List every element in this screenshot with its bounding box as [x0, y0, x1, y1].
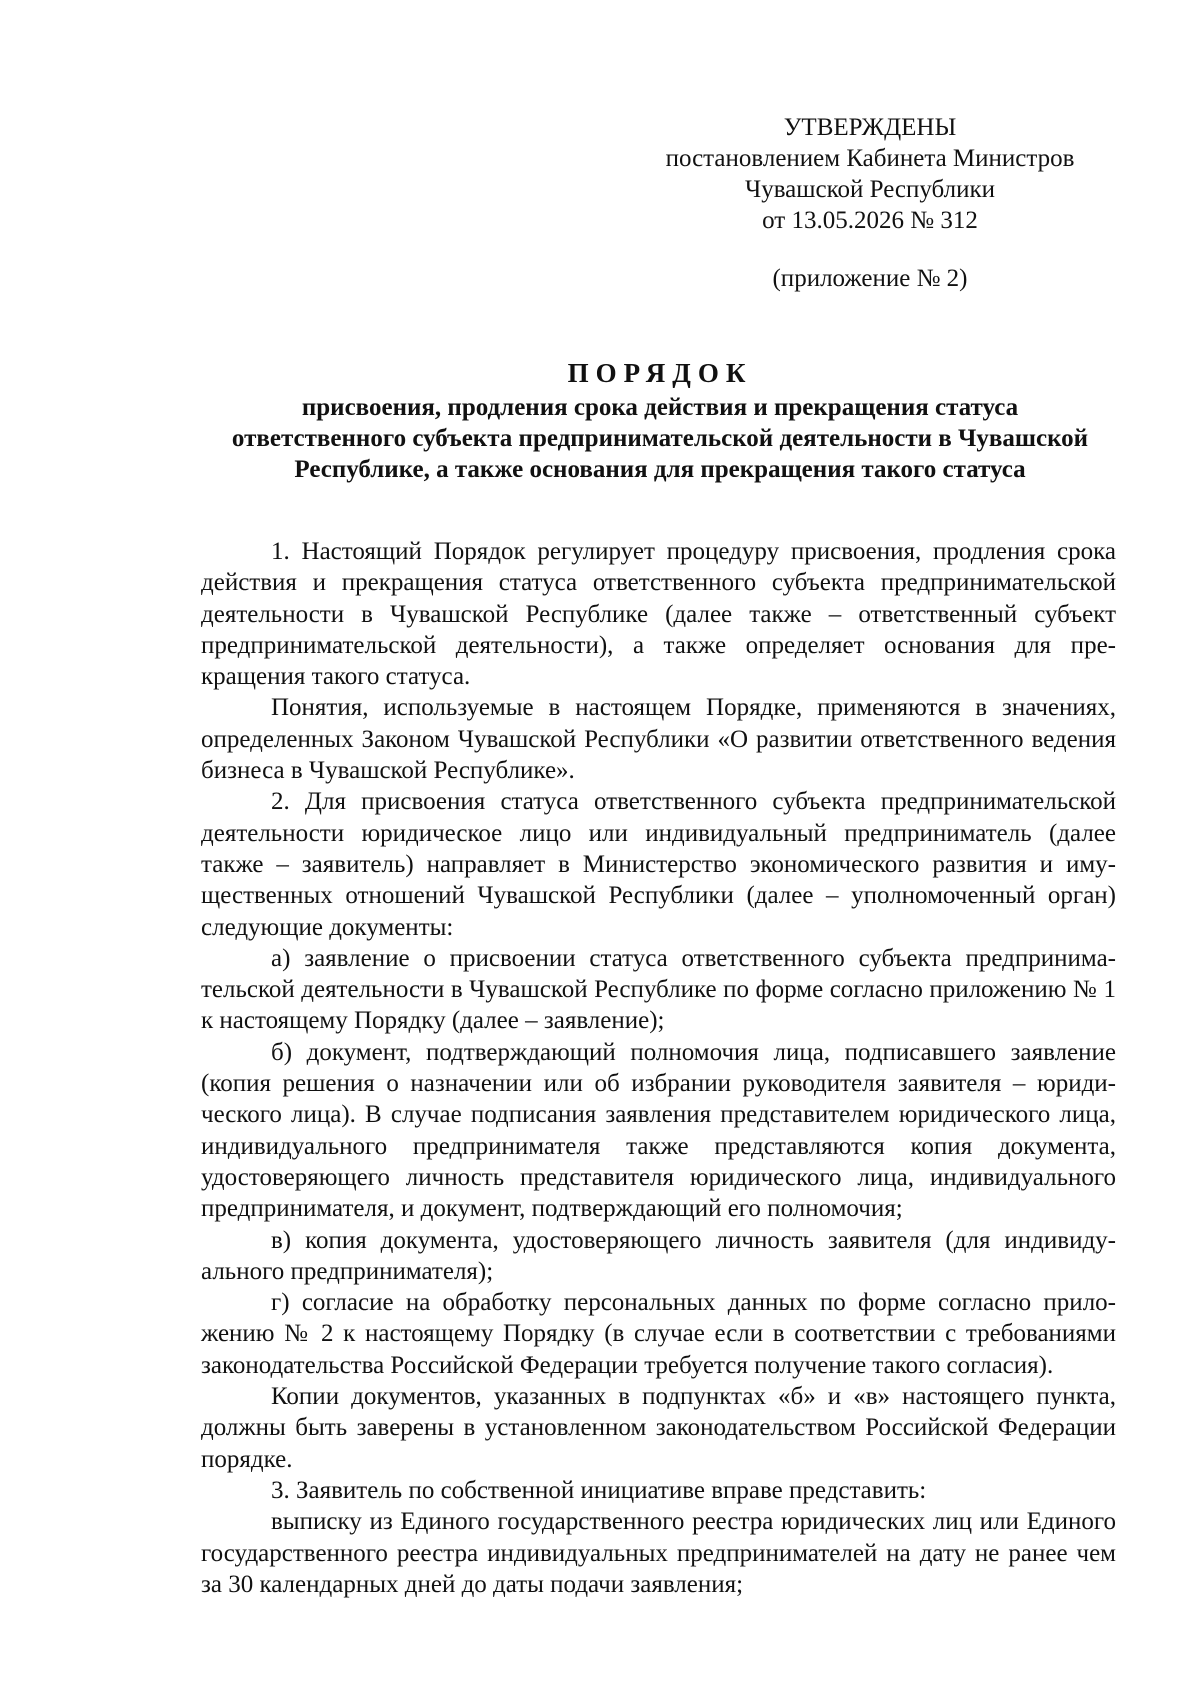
- document-title: [180, 357, 1140, 485]
- paragraph-copies: Копии документов, указанных в подпунктах «б» и «в» настоящего пункта, должны быть заверены в установленном законодательством Российской Федерации порядке.: [201, 1383, 1116, 1473]
- paragraph-3: 3. Заявитель по собственной инициативе вправе представить:: [271, 1476, 927, 1504]
- title-heading: ПОРЯДОК: [567, 358, 753, 388]
- subitem-g: г) согласие на обработку персональных данных по форме согласно приложению № 2 к настоящему Порядку (в случае если в соответствии с требованиями законодательства Российской Федерации требуется получение такого согласия).: [201, 1289, 1116, 1379]
- subitem-v: в) копия документа, удостоверяющего личность заявителя (для индивидуального предпринимателя);: [201, 1226, 1116, 1285]
- approval-stamp: [640, 112, 1100, 294]
- approval-date-number: от 13.05.2026 № 312: [762, 207, 978, 234]
- approval-issuer: постановлением Кабинета Министров: [665, 145, 1075, 172]
- paragraph-2: 2. Для присвоения статуса ответственного субъекта предпринимательской деятельности юридическое лицо или индивидуальный предприниматель (далее также – заявитель) направляет в Министерство экономического развития и имущественных отношений Чувашской Республики (далее – уполномоченный орган) следующие документы:: [201, 788, 1116, 941]
- title-line-1: присвоения, продления срока действия и прекращения статуса: [301, 394, 1019, 421]
- approval-heading: УТВЕРЖДЕНЫ: [783, 114, 957, 141]
- paragraph-terms: Понятия, используемые в настоящем Порядке, применяются в значениях, определенных Законом Чувашской Республики «О развитии ответственного ведения бизнеса в Чувашской Республике».: [201, 694, 1116, 785]
- paragraph-extract: выписку из Единого государственного реестра юридических лиц или Единого государственного реестра индивидуальных предпринимателей на дату не ранее чем за 30 календарных дней до даты подачи заявления;: [201, 1508, 1116, 1598]
- title-line-3: Республике, а также основания для прекращения такого статуса: [294, 456, 1026, 483]
- paragraph-1: 1. Настоящий Порядок регулирует процедуру присвоения, продления срока действия и прекращения статуса ответственного субъекта предпринимательской деятельности в Чувашской Республике (далее также – ответственный субъект предпринимательской деятельности), а также определяет основания для прекращения такого статуса.: [201, 538, 1116, 691]
- appendix-label: (приложение № 2): [772, 265, 968, 292]
- approval-region: Чувашской Республики: [744, 176, 996, 203]
- subitem-a: а) заявление о присвоении статуса ответственного субъекта предпринимательской деятельности в Чувашской Республике по форме согласно приложению № 1 к настоящему Порядку (далее – заявление);: [201, 944, 1116, 1035]
- document-body: [201, 536, 1116, 1600]
- title-line-2: ответственного субъекта предпринимательской деятельности в Чувашской: [231, 425, 1089, 452]
- subitem-b: б) документ, подтверждающий полномочия лица, подписавшего заявление (копия решения о назначении или об избрании руководителя заявителя – юридического лица). В случае подписания заявления представителем юридического лица, индивидуального предпринимателя также представляются копия документа, удостоверяющего личность представителя юридического лица, индивидуального предпринимателя, и документ, подтверждающий его полномочия;: [201, 1038, 1116, 1223]
